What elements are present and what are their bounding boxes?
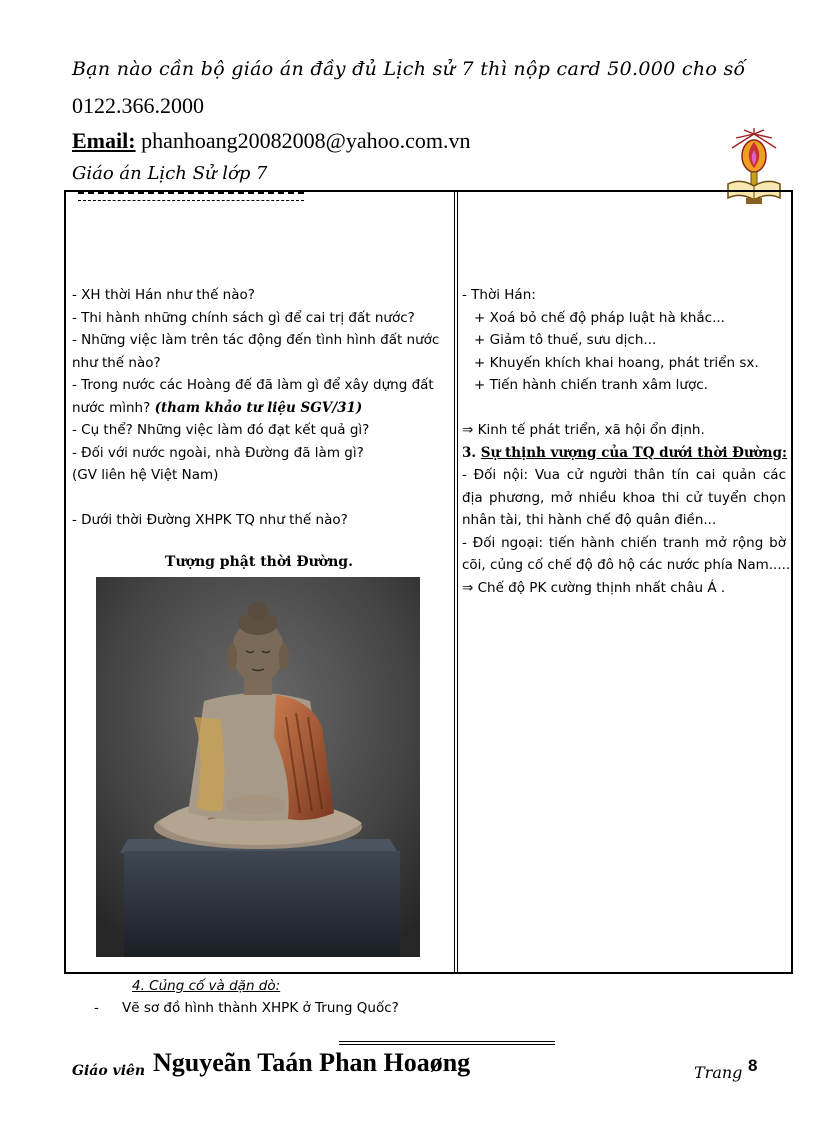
list-dash: - (94, 1000, 99, 1016)
question-line: - Cụ thể? Những việc làm đó đạt kết quả gì? (72, 422, 370, 438)
question-line: - Những việc làm trên tác động đến tình hình đất nước (72, 332, 440, 348)
han-title: - Thời Hán: (462, 287, 536, 303)
question-line: - Dưới thời Đường XHPK TQ như thế nào? (72, 512, 348, 528)
reference-note: (tham khảo tư liệu SGV/31) (154, 399, 363, 416)
page-label: Trang (694, 1063, 743, 1082)
han-result: ⇒ Kinh tế phát triển, xã hội ổn định. (462, 422, 705, 438)
email-line (72, 128, 471, 154)
teacher-name: Nguyeãn Taán Phan Hoaøng (153, 1048, 471, 1077)
question-line: - Trong nước các Hoàng đế đã làm gì để xây dựng đất (72, 377, 434, 393)
han-item: + Tiến hành chiến tranh xâm lược. (474, 377, 708, 393)
teacher-questions-column (72, 284, 450, 532)
phone-number: 0122.366.2000 (72, 93, 204, 118)
summary-title: 4. Củng cố và dặn dò: (132, 978, 281, 994)
spacer (462, 397, 786, 420)
tang-result: ⇒ Chế độ PK cường thịnh nhất châu Á . (462, 579, 726, 596)
question-line: (GV liên hệ Việt Nam) (72, 467, 219, 483)
han-item: + Xoá bỏ chế độ pháp luật hà khắc... (474, 309, 725, 326)
table-column-divider (454, 190, 458, 974)
domestic-policy-line: - Đối nội: Vua cử người thân tín cai quản các (462, 467, 786, 483)
footer-role: Giáo viên (72, 1063, 146, 1079)
subject-title: Giáo án Lịch Sử lớp 7 (72, 163, 268, 184)
question-text: nước mình? (72, 399, 155, 416)
han-item: + Giảm tô thuế, sưu dịch... (474, 332, 657, 348)
footer-rule (339, 1041, 555, 1045)
question-line (72, 397, 450, 420)
question-line: như thế nào? (72, 354, 161, 371)
email-address[interactable]: phanhoang20082008@yahoo.com.vn (135, 128, 471, 153)
section-3-title: Sự thịnh vượng của TQ dưới thời Đường: (480, 444, 788, 461)
spacer (72, 487, 450, 510)
domestic-policy-line: địa phương, mở nhiều khoa thi cử tuyển chọn (462, 489, 786, 506)
question-line: - Đối với nước ngoài, nhà Đường đã làm gì? (72, 444, 364, 461)
domestic-policy-line: nhân tài, thi hành chế độ quân điền... (462, 512, 717, 528)
han-item: + Khuyến khích khai hoang, phát triển sx. (474, 354, 759, 371)
content-notes-column (462, 284, 791, 599)
summary-item (94, 1000, 399, 1016)
section-3-number: 3. (462, 444, 481, 461)
question-line: - XH thời Hán như thế nào? (72, 287, 255, 303)
email-label: Email: (72, 128, 136, 153)
foreign-policy-line: - Đối ngoại: tiến hành chiến tranh mở rộng bờ (462, 534, 786, 551)
buddha-statue-image (96, 577, 420, 957)
page-number: 8 (748, 1056, 758, 1075)
promo-text: Bạn nào cần bộ giáo án đầy đủ Lịch sử 7 thì nộp card 50.000 cho số (72, 58, 746, 80)
foreign-policy-line: cõi, củng cố chế độ đô hộ các nước phía Nam..... (462, 557, 791, 573)
figure-caption: Tượng phật thời Đường. (165, 554, 353, 570)
summary-heading (132, 978, 280, 994)
summary-item-text: Vẽ sơ đồ hình thành XHPK ở Trung Quốc? (122, 1000, 399, 1016)
question-line: - Thi hành những chính sách gì để cai trị đất nước? (72, 309, 415, 326)
section-3-heading (462, 442, 786, 465)
